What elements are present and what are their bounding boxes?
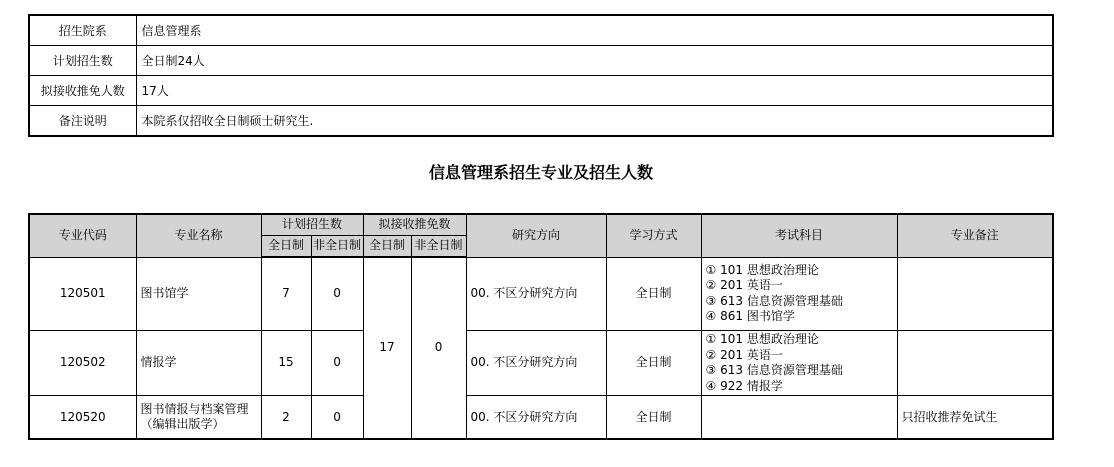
cell-planned-part-time: 0 <box>311 331 363 396</box>
majors-header-row-1 <box>29 214 1053 236</box>
cell-name: 情报学 <box>136 331 261 396</box>
info-row-notes <box>29 106 1053 137</box>
cell-exam-subjects <box>701 257 897 331</box>
cell-exam-subjects <box>701 396 897 440</box>
exam-subject-line: ① 101 思想政治理论 <box>705 332 819 346</box>
header-recommended-part-time: 非全日制 <box>411 236 466 258</box>
cell-direction: 00. 不区分研究方向 <box>466 331 606 396</box>
majors-table <box>28 213 1054 440</box>
header-study-mode: 学习方式 <box>606 214 701 257</box>
info-label-recommended-exempt: 拟接收推免人数 <box>29 76 136 106</box>
major-row-120501 <box>29 257 1053 331</box>
header-planned-enrollment: 计划招生数 <box>261 214 363 236</box>
cell-exam-subjects <box>701 331 897 396</box>
info-value-notes: 本院系仅招收全日制硕士研究生. <box>136 106 1053 137</box>
cell-planned-part-time: 0 <box>311 257 363 331</box>
header-major-name: 专业名称 <box>136 214 261 257</box>
cell-recommended-part-time-merged: 0 <box>411 257 466 439</box>
cell-remark: 只招收推荐免试生 <box>897 396 1053 440</box>
cell-code: 120502 <box>29 331 136 396</box>
major-row-120502 <box>29 331 1053 396</box>
exam-subject-line: ④ 922 情报学 <box>705 378 783 393</box>
info-row-recommended-exempt <box>29 76 1053 106</box>
info-label-notes: 备注说明 <box>29 106 136 137</box>
exam-subject-line: ③ 613 信息资源管理基础 <box>705 363 843 378</box>
cell-remark <box>897 331 1053 396</box>
header-recommended-exempt: 拟接收推免数 <box>363 214 466 236</box>
cell-planned-full-time: 15 <box>261 331 311 396</box>
info-row-planned-enrollment <box>29 46 1053 76</box>
exam-subject-line: ④ 861 图书馆学 <box>705 309 795 324</box>
cell-study-mode: 全日制 <box>606 331 701 396</box>
info-value-planned-enrollment: 全日制24人 <box>136 46 1053 76</box>
exam-subject-line: ① 101 思想政治理论 <box>705 262 819 277</box>
cell-planned-full-time: 7 <box>261 257 311 331</box>
header-major-code: 专业代码 <box>29 214 136 257</box>
header-planned-full-time: 全日制 <box>261 236 311 258</box>
department-info-table <box>28 14 1054 137</box>
info-value-department: 信息管理系 <box>136 15 1053 46</box>
cell-planned-full-time: 2 <box>261 396 311 440</box>
header-research-direction: 研究方向 <box>466 214 606 257</box>
section-title: 信息管理系招生专业及招生人数 <box>428 163 653 182</box>
info-row-department <box>29 15 1053 46</box>
cell-name: 图书情报与档案管理（编辑出版学） <box>136 396 261 440</box>
info-value-recommended-exempt: 17人 <box>136 76 1053 106</box>
cell-study-mode: 全日制 <box>606 396 701 440</box>
exam-subject-line: ③ 613 信息资源管理基础 <box>705 293 843 308</box>
info-label-department: 招生院系 <box>29 15 136 46</box>
cell-direction: 00. 不区分研究方向 <box>466 396 606 440</box>
cell-study-mode: 全日制 <box>606 257 701 331</box>
header-planned-part-time: 非全日制 <box>311 236 363 258</box>
cell-remark <box>897 257 1053 331</box>
cell-name: 图书馆学 <box>136 257 261 331</box>
header-recommended-full-time: 全日制 <box>363 236 411 258</box>
cell-code: 120501 <box>29 257 136 331</box>
cell-planned-part-time: 0 <box>311 396 363 440</box>
major-row-120520 <box>29 396 1053 440</box>
cell-code: 120520 <box>29 396 136 440</box>
exam-subject-line: ② 201 英语一 <box>705 278 783 293</box>
header-exam-subjects: 考试科目 <box>701 214 897 257</box>
cell-recommended-full-time-merged: 17 <box>363 257 411 439</box>
info-label-planned-enrollment: 计划招生数 <box>29 46 136 76</box>
cell-direction: 00. 不区分研究方向 <box>466 257 606 331</box>
exam-subject-line: ② 201 英语一 <box>705 347 783 362</box>
header-major-remark: 专业备注 <box>897 214 1053 257</box>
